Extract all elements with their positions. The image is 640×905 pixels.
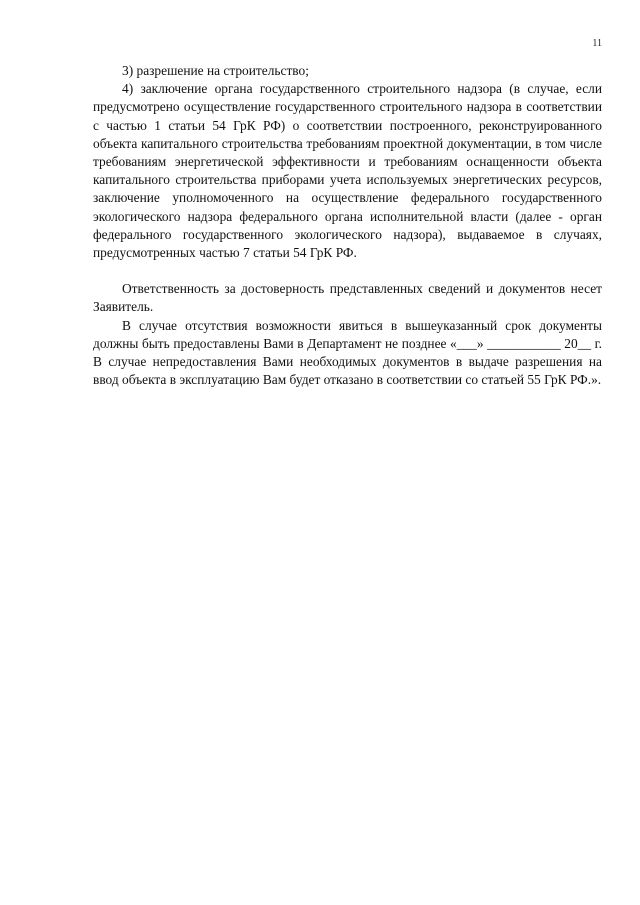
absence-paragraph: В случае отсутствия возможности явиться в вышеуказанный срок документы должны быть предоставлены Вами в Департамент не позднее «___» ___________ 20__ г. В случае непредоставления Вами необходимых документов в выдаче разрешения на ввод объекта в эксплуатацию Вам будет отказано в соответствии со статьей 55 ГрК РФ.». <box>93 317 602 388</box>
responsibility-paragraph: Ответственность за достоверность представленных сведений и документов несет Заявитель. <box>93 281 602 315</box>
document-body <box>93 62 602 389</box>
page-number: 11 <box>592 38 602 49</box>
list-item-supervision-conclusion: 4) заключение органа государственного строительного надзора (в случае, если предусмотрено осуществление государственного строительного надзора в соответствии с частью 1 статьи 54 ГрК РФ) о соответствии построенного, реконструированного объекта капитального строительства требованиям проектной документации, в том числе требованиям энергетической эффективности и требованиям оснащенности объекта капитального строительства приборами учета используемых энергетических ресурсов, заключение уполномоченного на осуществление федерального государственного экологического надзора федерального органа исполнительной власти (далее - орган федерального государственного экологического надзора), выдаваемое в случаях, предусмотренных частью 7 статьи 54 ГрК РФ. <box>93 81 602 261</box>
paragraph-spacer <box>93 262 602 280</box>
list-item-building-permit: 3) разрешение на строительство; <box>122 63 309 78</box>
